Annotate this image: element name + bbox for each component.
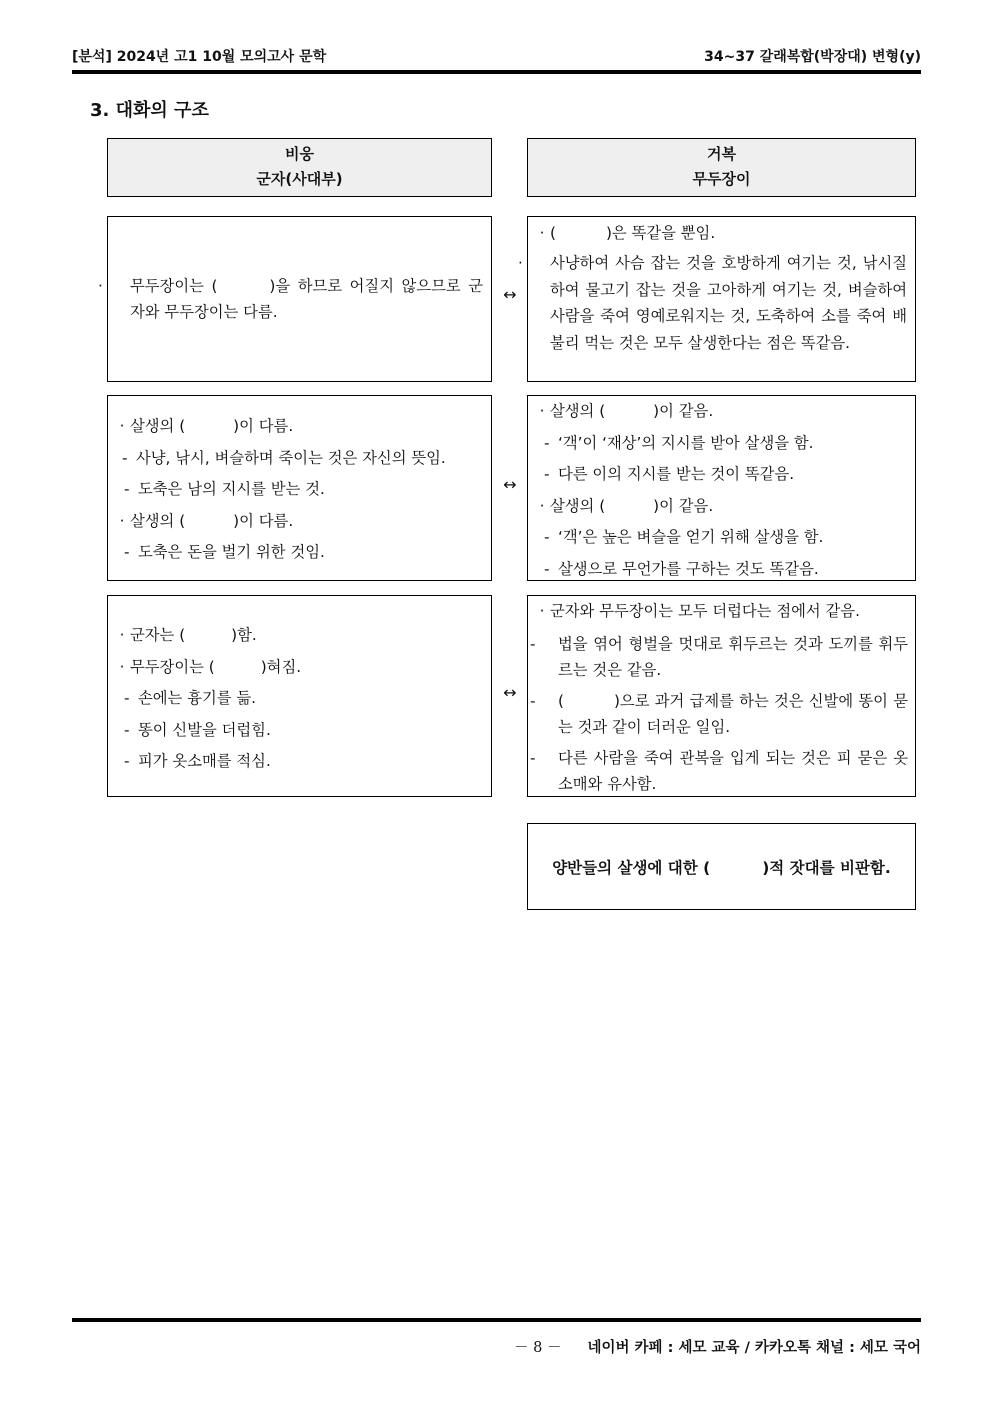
row2-left-dash1: - 사냥, 낚시, 벼슬하며 죽이는 것은 자신의 뜻임. xyxy=(122,448,446,467)
row1-right-cell xyxy=(518,216,916,382)
conclusion-text-end: )적 잣대를 비판함. xyxy=(762,858,891,877)
row3-left-bullet2: · 무두장이는 ( )혀짐. xyxy=(119,657,302,676)
contrast-arrow: ↔ xyxy=(503,683,517,702)
page-header xyxy=(72,44,921,68)
section-title: 3. 대화의 구조 xyxy=(90,100,209,121)
row2-right-dash4: - 살생으로 무언가를 구하는 것도 똑같음. xyxy=(544,559,819,578)
row2-right-dash1: - ‘객’이 ‘재상’의 지시를 받아 살생을 함. xyxy=(544,433,814,452)
contrast-arrow: ↔ xyxy=(503,475,517,494)
column-left-speaker: 비웅 xyxy=(285,145,314,163)
row2-right-bullet1: · 살생의 ( )이 같음. xyxy=(539,402,714,420)
header-divider xyxy=(72,70,921,74)
column-right-role: 무두장이 xyxy=(692,170,751,188)
row3-left-cell xyxy=(107,595,492,797)
row3-right-dash2: - ( )으로 과거 급제를 하는 것은 신발에 똥이 묻는 것과 같이 더러운 일임. xyxy=(530,691,908,736)
column-right-speaker: 거복 xyxy=(707,145,736,163)
row3-right-dash1: - 법을 엮어 형벌을 멋대로 휘두르는 것과 도끼를 휘두르는 것은 같음. xyxy=(530,634,908,679)
row3-left-dash3: - 피가 옷소매를 적심. xyxy=(124,752,271,770)
row3-left-dash2: - 똥이 신발을 더럽힘. xyxy=(124,720,271,739)
header-title: [분석] 2024년 고1 10월 모의고사 문학 xyxy=(72,49,327,65)
footer-divider xyxy=(72,1318,921,1322)
row2-right-cell xyxy=(527,395,916,581)
row1-left-cell xyxy=(98,216,492,382)
bullet-mark: · xyxy=(98,276,103,295)
header-subtitle: 34~37 갈래복합(박장대) 변형(y) xyxy=(704,49,921,65)
row2-left-bullet1: · 살생의 ( )이 다름. xyxy=(119,417,294,435)
contrast-arrow: ↔ xyxy=(503,285,517,304)
row1-left-bullet: · 무두장이는 ( )을 하므로 어질지 않으므로 군자와 무두장이는 다름. xyxy=(114,273,483,326)
row1-right-bullet1: · ( )은 똑같을 뿐임. xyxy=(539,224,716,242)
row2-left-cell xyxy=(107,395,492,581)
row3-left-bullet1: · 군자는 ( )함. xyxy=(119,626,257,644)
column-header-left xyxy=(107,138,492,197)
row2-left-dash2: - 도축은 남의 지시를 받는 것. xyxy=(124,480,325,498)
conclusion-text-start: 양반들의 살생에 대한 ( xyxy=(552,858,711,877)
footer-contact: 네이버 카페 : 세모 교육 / 카카오톡 채널 : 세모 국어 xyxy=(587,1340,921,1356)
row2-left-dash3: - 도축은 돈을 벌기 위한 것임. xyxy=(124,543,325,561)
page-footer xyxy=(514,1336,921,1357)
row3-right-dash3: - 다른 사람을 죽여 관복을 입게 되는 것은 피 묻은 옷소매와 유사함. xyxy=(530,748,908,793)
row3-right-bullet1: · 군자와 무두장이는 모두 더럽다는 점에서 같음. xyxy=(539,602,860,620)
row2-right-dash2: - 다른 이의 지시를 받는 것이 똑같음. xyxy=(544,465,795,483)
page-number: － 8 － xyxy=(514,1340,562,1356)
row2-right-bullet2: · 살생의 ( )이 같음. xyxy=(539,496,714,515)
column-header-right xyxy=(527,138,916,197)
column-left-role: 군자(사대부) xyxy=(256,170,343,188)
row1-right-bullet2: · 사냥하여 사슴 잡는 것을 호방하게 여기는 것, 낚시질하여 물고기 잡는 것을 고아하게 여기는 것, 벼슬하여 사람을 죽여 영예로워지는 것, 도축하여 소를 죽여 배불리 먹는 것은 모두 살생한다는 점은 똑같음. xyxy=(518,254,907,352)
row3-right-cell xyxy=(527,595,916,797)
row2-left-bullet2: · 살생의 ( )이 다름. xyxy=(119,511,294,530)
conclusion-box xyxy=(527,823,916,910)
row2-right-dash3: - ‘객’은 높은 벼슬을 얻기 위해 살생을 함. xyxy=(544,528,824,546)
row3-left-dash1: - 손에는 흉기를 듦. xyxy=(124,689,257,707)
